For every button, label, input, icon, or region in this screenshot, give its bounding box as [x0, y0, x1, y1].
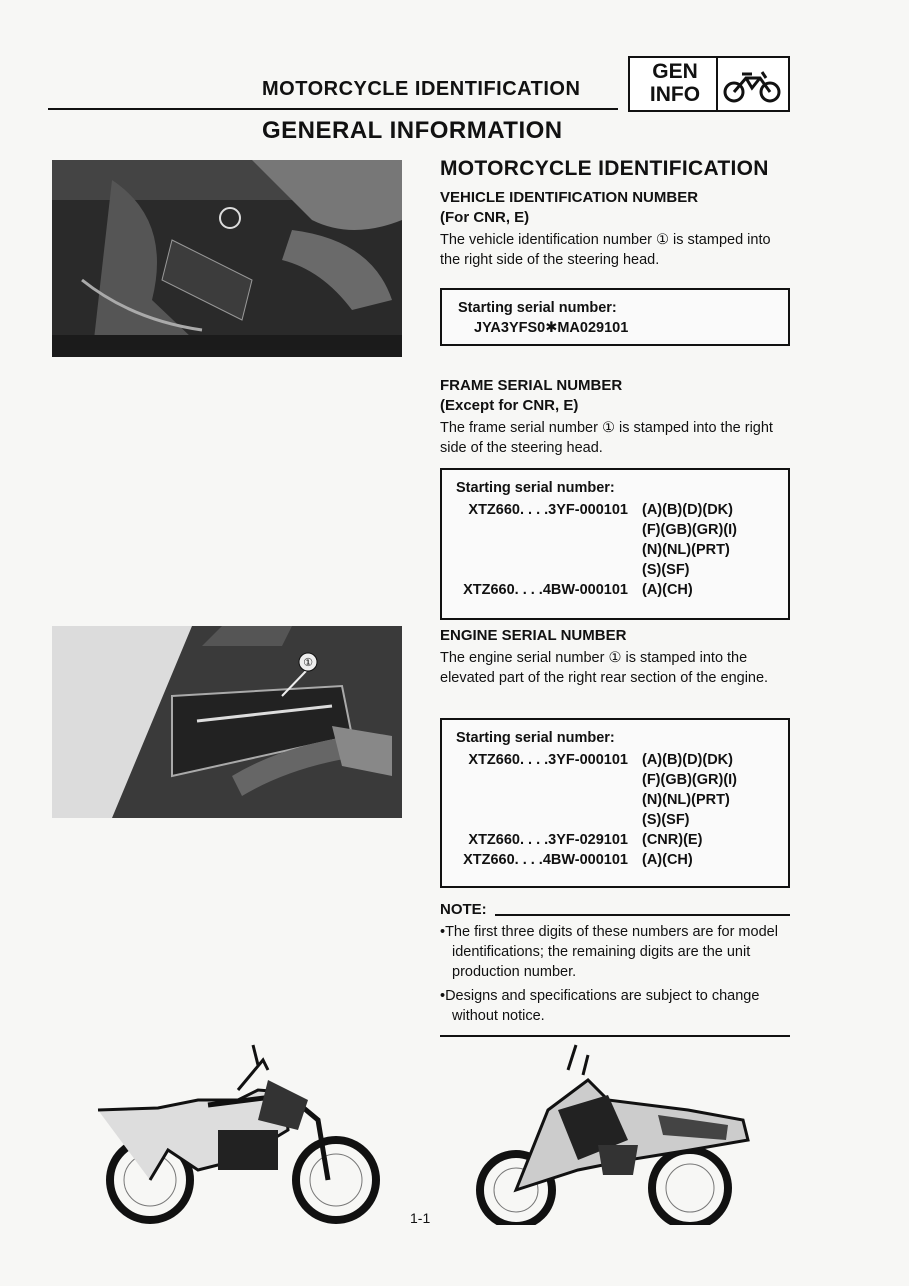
vin-box-label: Starting serial number: — [458, 300, 617, 316]
engine-row: XTZ660. . . .3YF-000101 (A)(B)(D)(DK) — [468, 752, 733, 768]
engine-photo — [52, 626, 402, 818]
photo-callout: ① — [303, 656, 313, 669]
steering-head-photo — [52, 160, 402, 357]
engine-row: (N)(NL)(PRT) — [642, 792, 730, 808]
vin-subheading: (For CNR, E) — [440, 209, 530, 226]
page-number: 1-1 — [410, 1210, 431, 1226]
note-label: NOTE: — [440, 901, 487, 918]
engine-row: (F)(GB)(GR)(I) — [642, 772, 738, 788]
frame-row: XTZ660. . . .4BW-000101 (A)(CH) — [463, 582, 693, 598]
engine-heading: ENGINE SERIAL NUMBER — [440, 627, 627, 644]
frame-row: (N)(NL)(PRT) — [642, 542, 730, 558]
motorcycle-left-view-illustration — [88, 1040, 388, 1225]
frame-box-label: Starting serial number: — [456, 480, 615, 496]
frame-row: (F)(GB)(GR)(I) — [642, 522, 738, 538]
vin-body: The vehicle identification number ① is stamped into the right side of the steering head. — [440, 232, 771, 268]
frame-row: (S)(SF) — [642, 562, 690, 578]
note-bullet-2: •Designs and specifications are subject to change without notice. — [440, 988, 760, 1024]
engine-row: (S)(SF) — [642, 812, 690, 828]
badge-line-2: INFO — [649, 83, 701, 106]
note-bullet-1: •The first three digits of these numbers are for model identifications; the remaining digits are the unit production number. — [440, 924, 778, 980]
frame-subheading: (Except for CNR, E) — [440, 397, 579, 414]
vin-box-value: JYA3YFS0✱MA029101 — [474, 320, 629, 336]
engine-serial-box — [440, 718, 790, 888]
badge-line-1: GEN — [652, 60, 698, 83]
badge-text — [636, 60, 714, 106]
frame-row: XTZ660. . . .3YF-000101 (A)(B)(D)(DK) — [468, 502, 733, 518]
main-heading: MOTORCYCLE IDENTIFICATION — [440, 157, 769, 180]
note-header — [440, 900, 790, 920]
motorcycle-icon — [722, 64, 782, 104]
engine-box-label: Starting serial number: — [456, 730, 615, 746]
page-title: GENERAL INFORMATION — [262, 117, 563, 144]
badge-divider — [716, 58, 718, 110]
frame-heading: FRAME SERIAL NUMBER — [440, 377, 623, 394]
engine-body: The engine serial number ① is stamped into the elevated part of the right rear section of the engine. — [440, 650, 769, 686]
header-rule — [48, 108, 618, 110]
note-rule — [495, 914, 790, 916]
vin-heading: VEHICLE IDENTIFICATION NUMBER — [440, 189, 699, 206]
motorcycle-right-view-illustration — [458, 1040, 758, 1225]
vin-serial-box — [440, 288, 790, 346]
frame-serial-box — [440, 468, 790, 620]
gen-info-badge — [628, 56, 790, 112]
note-end-rule — [440, 1035, 790, 1037]
frame-body: The frame serial number ① is stamped into the right side of the steering head. — [440, 420, 773, 456]
section-title: MOTORCYCLE IDENTIFICATION — [262, 78, 581, 100]
engine-row: XTZ660. . . .3YF-029101 (CNR)(E) — [468, 832, 703, 848]
engine-row: XTZ660. . . .4BW-000101 (A)(CH) — [463, 852, 693, 868]
